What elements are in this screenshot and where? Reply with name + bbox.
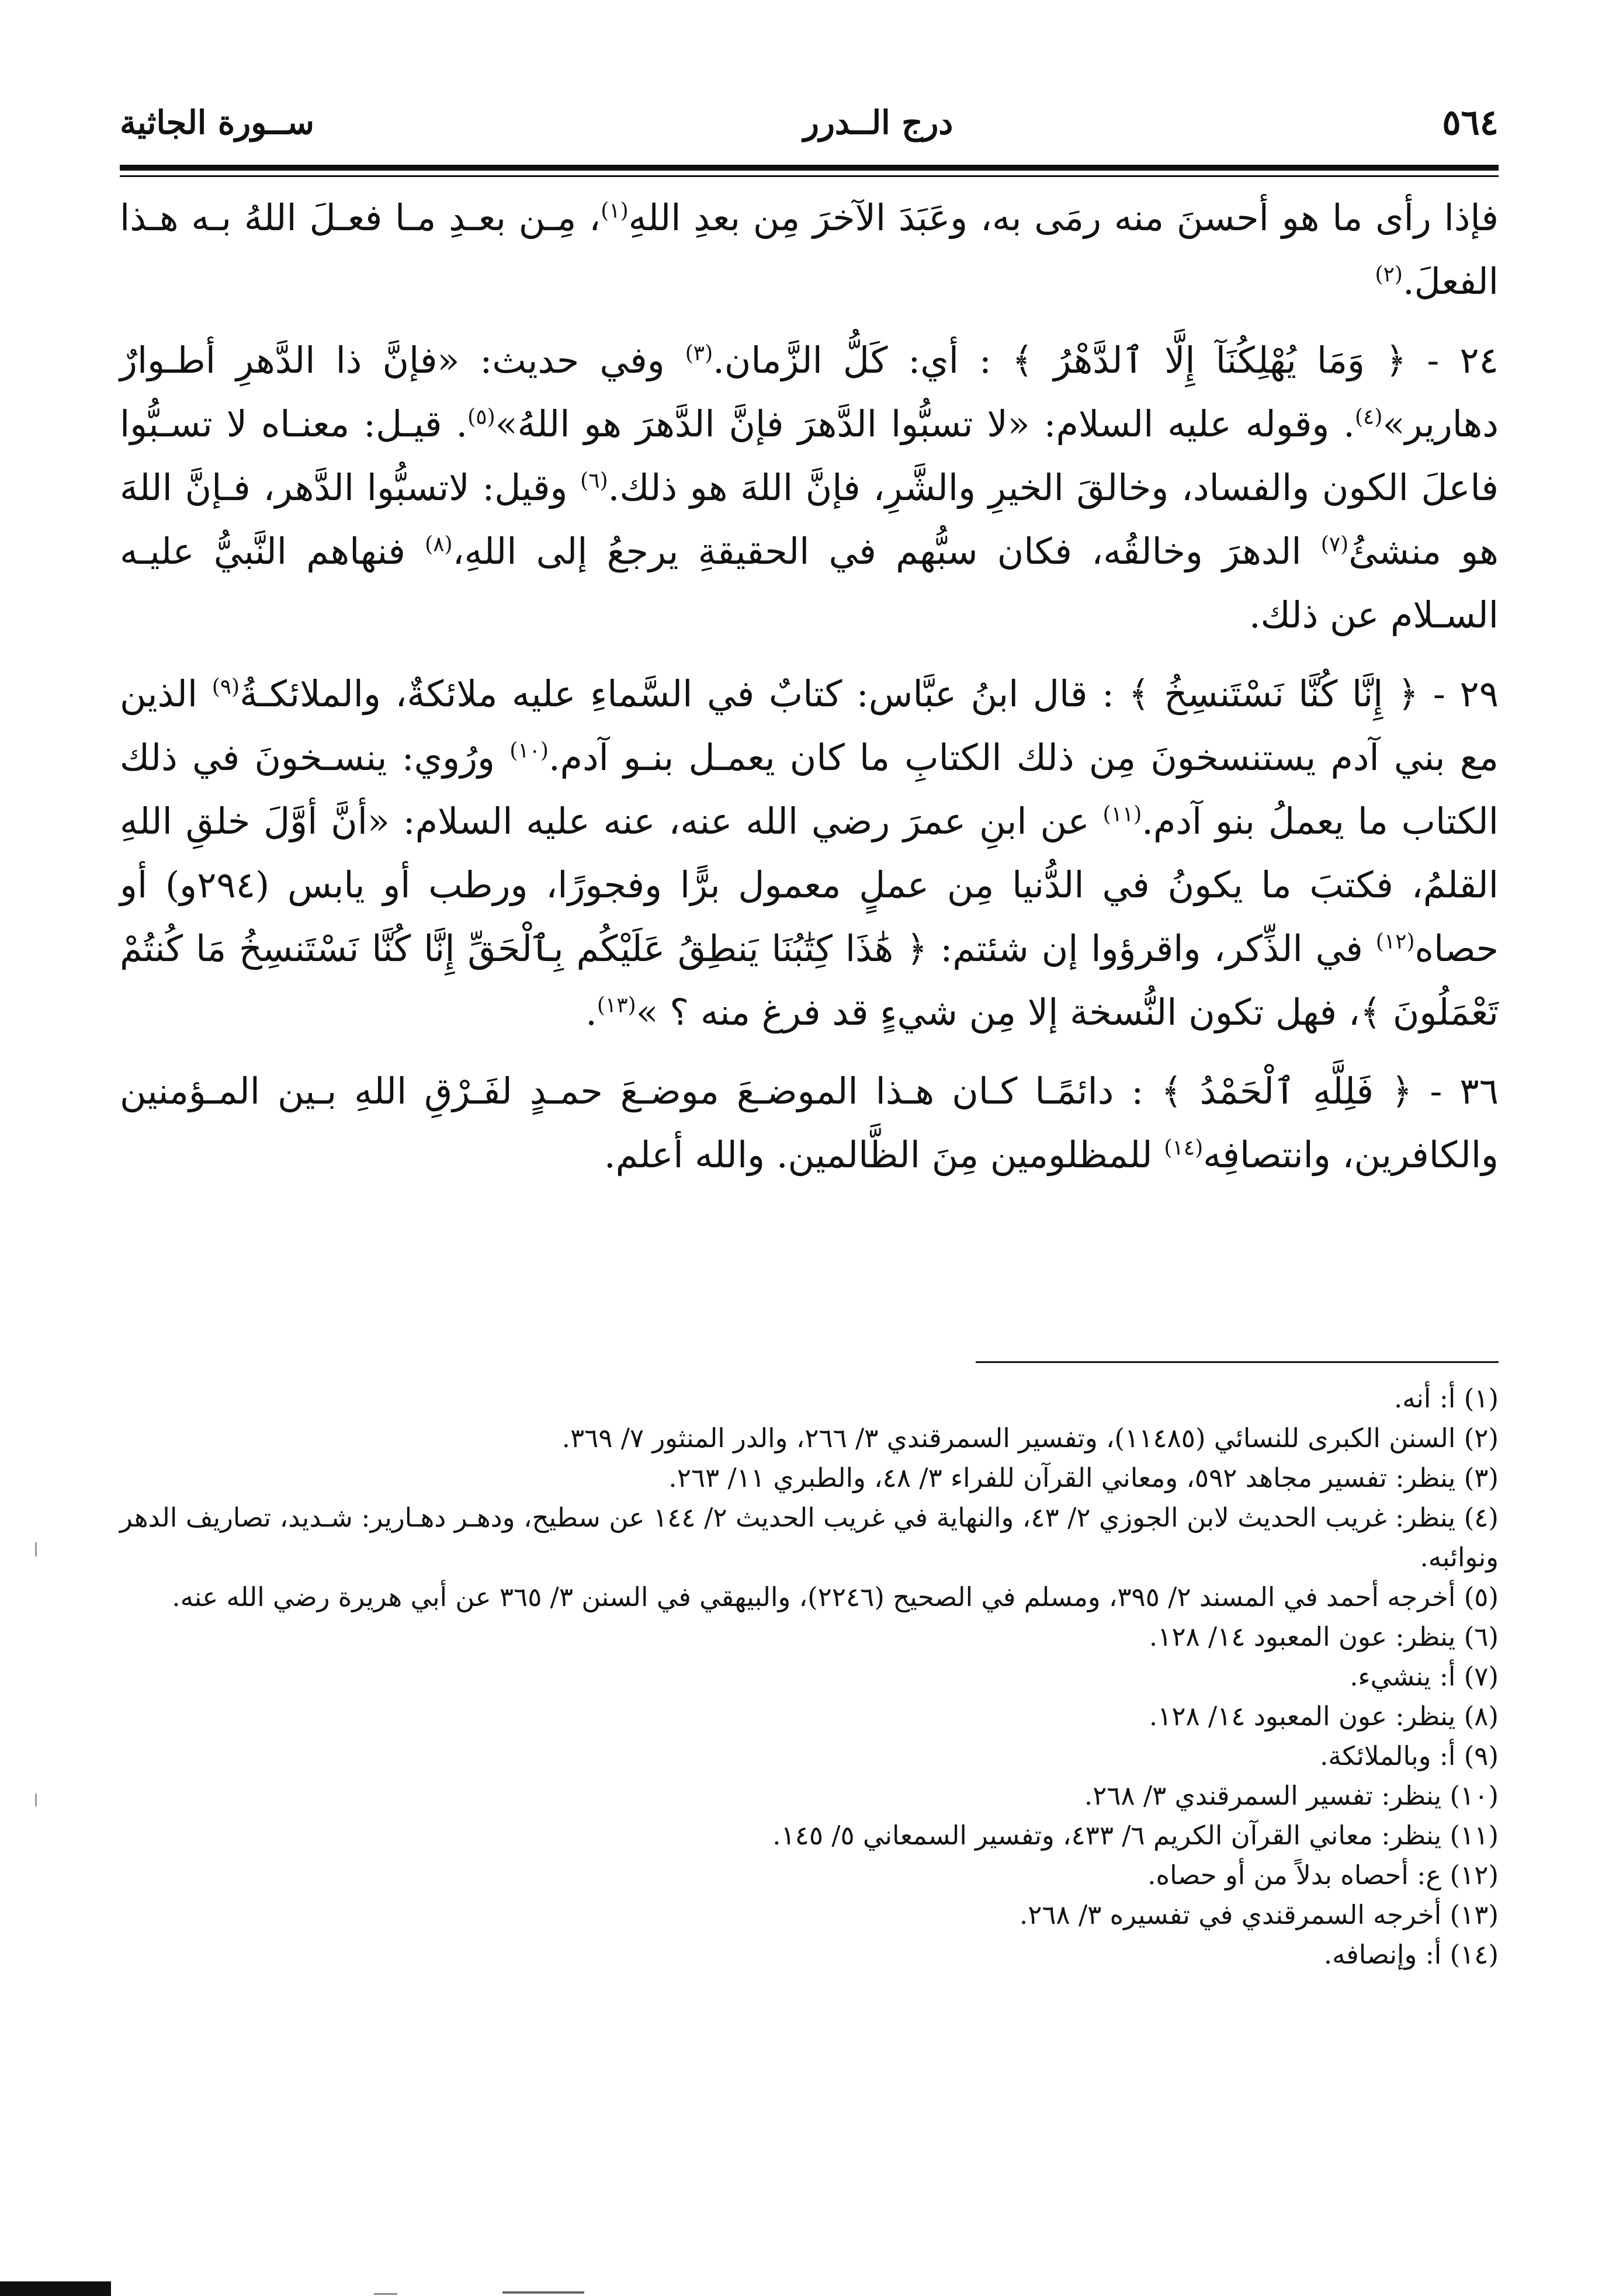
text-run: . وقوله عليه السلام: «لا تسبُّوا الدَّهرَ فإنَّ الدَّهرَ هو اللهُ» — [495, 403, 1355, 445]
scan-artifact — [35, 1542, 37, 1556]
page-number: ٥٦٤ — [1442, 102, 1499, 143]
footnote-ref: (٣) — [685, 341, 713, 366]
footnote: (١٠) ينظر: تفسير السمرقندي ٣/ ٢٦٨. — [1084, 1780, 1499, 1811]
footnote-ref: (١٣) — [597, 993, 636, 1018]
text-run: وقيل: لاتسبُّوا الدَّهر، فـإنَّ اللهَ هو منشئُ — [120, 466, 1499, 573]
footnote-ref: (٥) — [467, 405, 495, 429]
text-run: وفي حديث: «فإنَّ ذا الدَّهرِ أطـوارٌ دهارير» — [120, 339, 1499, 445]
footnote-ref: (١١) — [1102, 802, 1142, 827]
footnote: (١٤) أ: وإنصافه. — [1323, 1939, 1499, 1970]
main-text — [120, 186, 1499, 1202]
text-run: فنهاهم النَّبيُّ عليـه السـلام عن ذلك. — [120, 530, 1499, 636]
footnote-ref: (٩) — [211, 675, 240, 699]
text-run: للمظلومين مِنَ الظَّالمين. والله أعلم. — [604, 1133, 1164, 1176]
footnote-ref: (١٢) — [1375, 930, 1415, 954]
footnote: (١٢) ع: أحصاه بدلاً من أو حصاه. — [1147, 1860, 1499, 1891]
text-run: ٢٩ - ﴿ إِنَّا كُنَّا نَسْتَنسِخُ ﴾ : قال ابنُ عبَّاس: كتابٌ في السَّماءِ عليه ملائكةٌ، والملائكـةُ — [240, 672, 1499, 715]
text-run: في الذِّكر، واقرؤوا إن شئتم: ﴿ هَٰذَا كِتَٰبُنَا يَنطِقُ عَلَيْكُم بِٱلْحَقِّ إِنَّا كُنَّا نَسْتَنسِخُ مَا كُنتُمْ تَعْمَلُونَ ﴾، فهل تكون النُّسخة إلا مِن شيءٍ قد فرغ منه ؟ » — [120, 927, 1499, 1033]
paragraph-1 — [120, 186, 1499, 313]
footnote: (٨) ينظر: عون المعبود ١٤/ ١٢٨. — [1149, 1701, 1499, 1732]
text-run: عن ابنِ عمرَ رضي الله عنه، عنه عليه السلام: «أنَّ أوَّلَ خلقِ اللهِ القلمُ، فكتبَ ما يكونُ في الدُّنيا مِن عملٍ معمول برًّا وفجورًا، ورطب أو يابس (٢٩٤و) أو حصاه — [120, 800, 1499, 970]
text-run: ٢٤ - ﴿ وَمَا يُهْلِكُنَآ إِلَّا ٱلدَّهْرُ ﴾ : أي: كَلُّ الزَّمان. — [713, 339, 1499, 381]
header-rule-thin — [120, 175, 1499, 177]
footnote-ref: (٧) — [1320, 532, 1349, 557]
book-title: درج الــدرر — [803, 103, 953, 142]
footnote-separator — [976, 1361, 1499, 1363]
scan-artifact — [0, 2281, 111, 2296]
text-run: فإذا رأى ما هو أحسنَ منه رمَى به، وعَبَدَ الآخرَ مِن بعدِ اللهِ — [628, 196, 1499, 239]
footnote: (١) أ: أنه. — [1393, 1383, 1499, 1414]
scan-artifact — [374, 2293, 397, 2295]
footnote-ref: (٦) — [580, 469, 608, 493]
text-run: ورُوي: ينسـخونَ في ذلك الكتاب ما يعملُ بنو آدم. — [120, 736, 1499, 842]
footnote: (٦) ينظر: عون المعبود ١٤/ ١٢٨. — [1149, 1621, 1499, 1652]
footnote: (٧) أ: ينشيء. — [1350, 1661, 1499, 1692]
paragraph-verse-36 — [120, 1059, 1499, 1187]
paragraph-verse-24 — [120, 328, 1499, 647]
header-rule-thick — [120, 165, 1499, 171]
surah-name: ســورة الجاثية — [120, 103, 314, 142]
scan-artifact — [502, 2291, 584, 2294]
footnote: (٩) أ: وبالملائكة. — [1320, 1740, 1499, 1771]
footnote: (١١) ينظر: معاني القرآن الكريم ٦/ ٤٣٣، وتفسير السمعاني ٥/ ١٤٥. — [772, 1820, 1499, 1851]
footnote: (٥) أخرجه أحمد في المسند ٢/ ٣٩٥، ومسلم في الصحيح (٢٢٤٦)، والبيهقي في السنن ٣/ ٣٦٥ عن أبي هريرة رضي الله عنه. — [172, 1581, 1499, 1612]
footnote-ref: (٢) — [1375, 262, 1403, 287]
footnote-ref: (١٠) — [509, 738, 549, 763]
page-header — [120, 88, 1499, 158]
paragraph-verse-29 — [120, 662, 1499, 1044]
footnote: (٢) السنن الكبرى للنسائي (١١٤٨٥)، وتفسير السمرقندي ٣/ ٢٦٦، والدر المنثور ٧/ ٣٦٩. — [561, 1423, 1499, 1454]
text-run: . قيـل: معنـاه لا تسـبُّوا فاعلَ الكون والفساد، وخالقَ الخيرِ والشَّرِ، فإنَّ اللهَ هو ذلك. — [120, 403, 1499, 509]
text-run: ، مِـن بعـدِ مـا فعـلَ اللهُ بـه هـذا الفعلَ. — [120, 196, 1499, 303]
text-run: ٣٦ - ﴿ فَلِلَّهِ ٱلْحَمْدُ ﴾ : دائمًـا كـان هـذا الموضـعَ موضـعَ حمـدٍ لفَـرْقِ اللهِ بـين المـؤمنين والكافرين، وانتصافِه — [120, 1070, 1499, 1176]
footnotes — [120, 1379, 1499, 1975]
footnote-ref: (٤) — [1355, 405, 1383, 429]
text-run: . — [585, 991, 597, 1033]
footnote-ref: (١) — [601, 199, 629, 223]
footnote: (١٣) أخرجه السمرقندي في تفسيره ٣/ ٢٦٨. — [1019, 1899, 1499, 1930]
text-run: الذين مع بني آدم يستنسخونَ مِن ذلك الكتابِ ما كان يعمـل بنـو آدم. — [120, 672, 1499, 779]
text-run: الدهرَ وخالقُه، فكان سبُّهم في الحقيقةِ يرجعُ إلى اللهِ، — [452, 530, 1321, 573]
footnote-ref: (٨) — [425, 532, 453, 557]
footnote: (٤) ينظر: غريب الحديث لابن الجوزي ٢/ ٤٣، والنهاية في غريب الحديث ٢/ ١٤٤ عن سطيح، ودهـر دهـارير: شـديد، تصاريف الدهر ونوائبه. — [120, 1502, 1499, 1573]
scan-artifact — [35, 1794, 37, 1806]
footnote-ref: (١٤) — [1164, 1136, 1204, 1160]
footnote: (٣) ينظر: تفسير مجاهد ٥٩٢، ومعاني القرآن للفراء ٣/ ٤٨، والطبري ١١/ ٢٦٣. — [668, 1462, 1499, 1493]
